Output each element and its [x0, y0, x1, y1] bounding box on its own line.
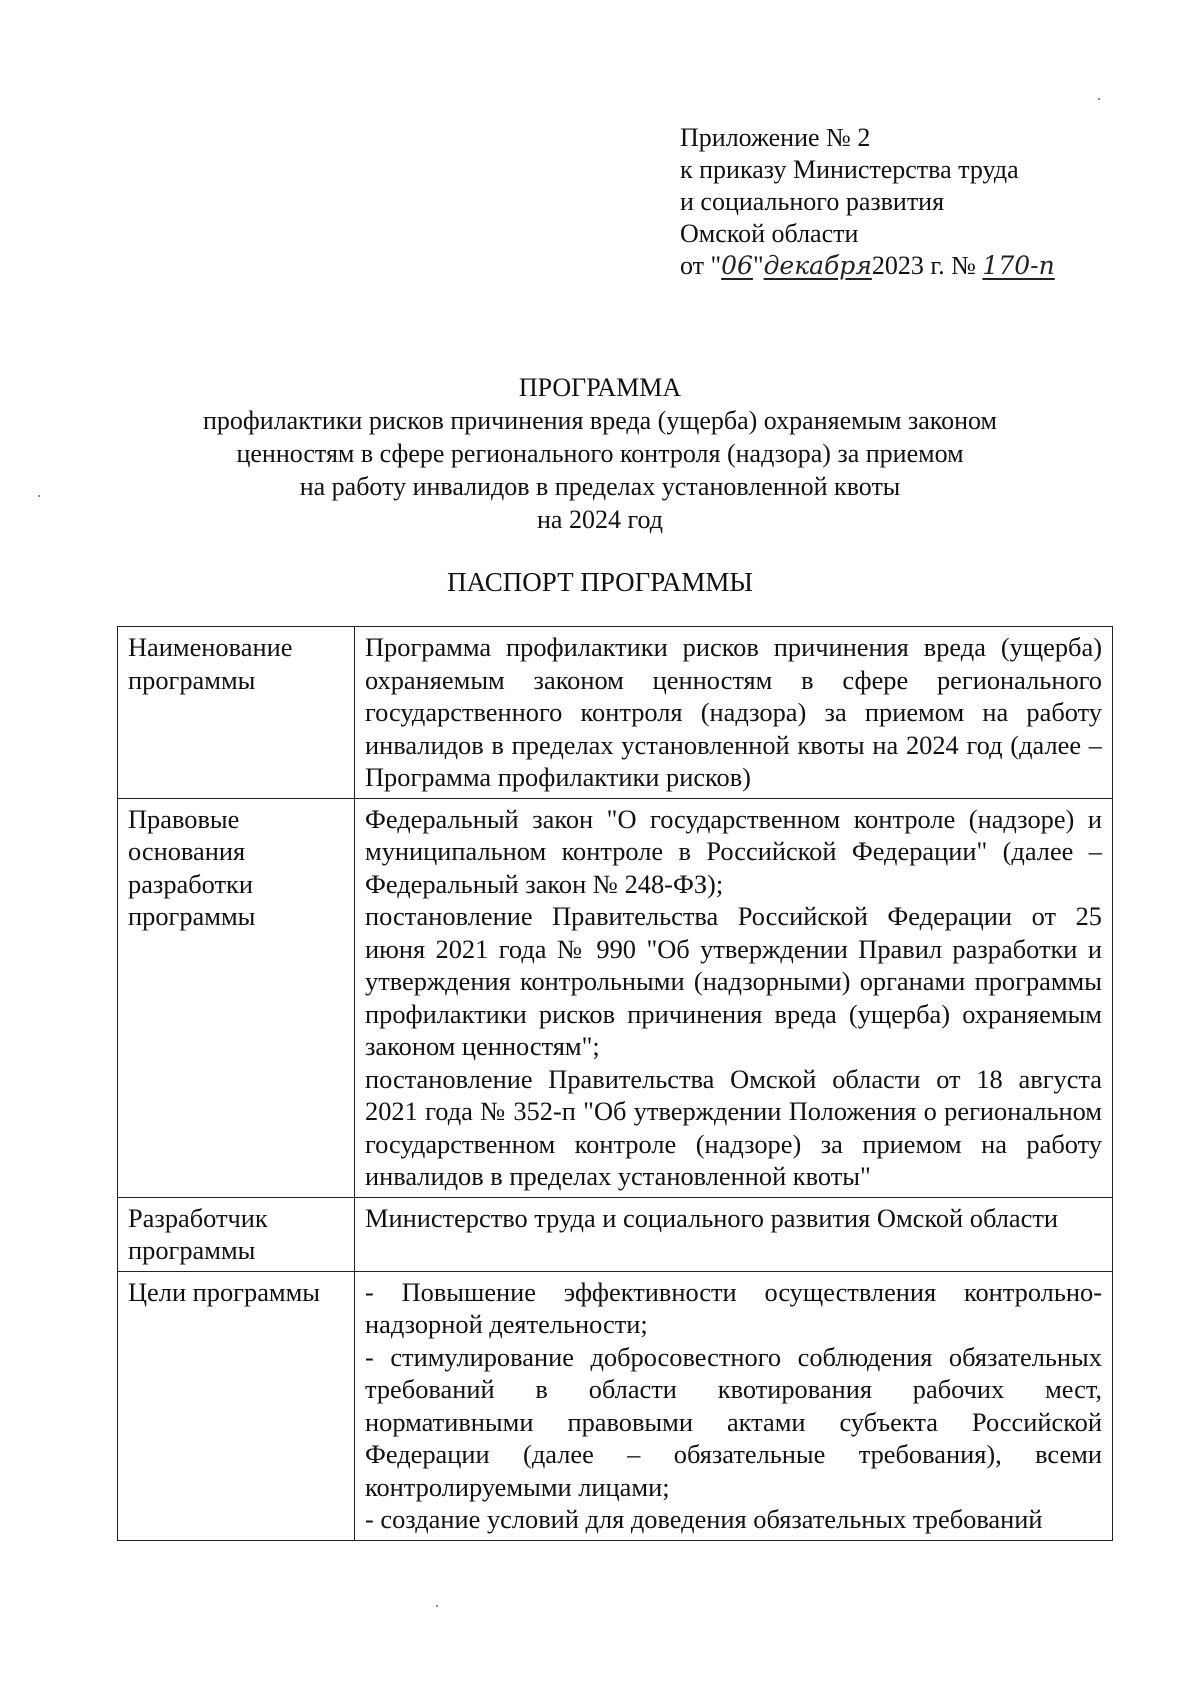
table-row — [118, 798, 1113, 1197]
appendix-line: к приказу Министерства труда — [680, 155, 1019, 184]
passport-heading: ПАСПОРТ ПРОГРАММЫ — [447, 567, 753, 597]
table-row — [118, 627, 1113, 799]
date-prefix: от " — [680, 251, 722, 280]
appendix-block — [680, 122, 1055, 282]
passport-table — [117, 626, 1113, 1541]
row-content — [355, 1271, 1113, 1540]
title-line: ценностям в сфере регионального контроля (надзора) за приемом — [236, 439, 964, 468]
date-quote: " — [752, 251, 764, 280]
row-content — [355, 798, 1113, 1197]
appendix-line: Приложение № 2 — [680, 123, 871, 152]
handwritten-month: декабря — [763, 251, 872, 280]
title-line: на работу инвалидов в пределах установленной квоты — [299, 472, 901, 501]
scan-speck — [38, 495, 40, 497]
date-year: 2023 г. № — [871, 251, 983, 280]
scan-speck — [1098, 98, 1100, 100]
content-paragraph: Федеральный закон "О государственном контроле (надзоре) и муниципальном контроле в Российской Федерации" (далее – Федеральный закон № 248-ФЗ); — [365, 803, 1102, 899]
content-paragraph: постановление Правительства Омской области от 18 августа 2021 года № 352-п "Об утверждении Положения о региональном государственном контроле (надзоре) за приемом на работу инвалидов в пределах установленной квоты" — [365, 1063, 1102, 1191]
appendix-line: и социального развития — [680, 187, 945, 216]
row-label: Разработчик программы — [118, 1197, 355, 1271]
row-content — [355, 627, 1113, 799]
title-line: на 2024 год — [537, 505, 663, 534]
row-content — [355, 1197, 1113, 1271]
row-label: Наименование программы — [118, 627, 355, 799]
appendix-line: Омской области — [680, 219, 859, 248]
handwritten-day: 06 — [721, 251, 753, 280]
program-title — [100, 371, 1100, 536]
row-label: Цели программы — [118, 1271, 355, 1540]
content-paragraph: - создание условий для доведения обязательных требований — [365, 1504, 1043, 1534]
content-paragraph: Министерство труда и социального развития Омской области — [365, 1202, 1058, 1233]
row-label: Правовые основания разработки программы — [118, 798, 355, 1197]
title-heading: ПРОГРАММА — [518, 373, 682, 402]
order-date-line — [680, 250, 1055, 282]
table-row — [118, 1197, 1113, 1271]
content-paragraph: постановление Правительства Российской Федерации от 25 июня 2021 года № 990 "Об утверждении Правил разработки и утверждения контрольными (надзорными) органами программы профилактики рисков причинения вреда (ущерба) охраняемым законом ценностям"; — [365, 901, 1102, 1061]
content-paragraph: - стимулирование добросовестного соблюдения обязательных требований в области квотирования рабочих мест, нормативными правовыми актами субъекта Российской Федерации (далее – обязательные требования), всеми контролируемыми лицами; — [365, 1341, 1102, 1502]
table-row — [118, 1271, 1113, 1540]
title-line: профилактики рисков причинения вреда (ущерба) охраняемым законом — [203, 406, 997, 435]
handwritten-order-number: 170-п — [982, 251, 1055, 280]
scan-speck — [436, 1605, 438, 1607]
content-paragraph: - Повышение эффективности осуществления контрольно-надзорной деятельности; — [365, 1276, 1102, 1339]
content-paragraph: Программа профилактики рисков причинения вреда (ущерба) охраняемым законом ценностям в сфере регионального государственного контроля (надзора) за приемом на работу инвалидов в пределах установленной квоты на 2024 год (далее – Программа профилактики рисков) — [365, 632, 1102, 792]
